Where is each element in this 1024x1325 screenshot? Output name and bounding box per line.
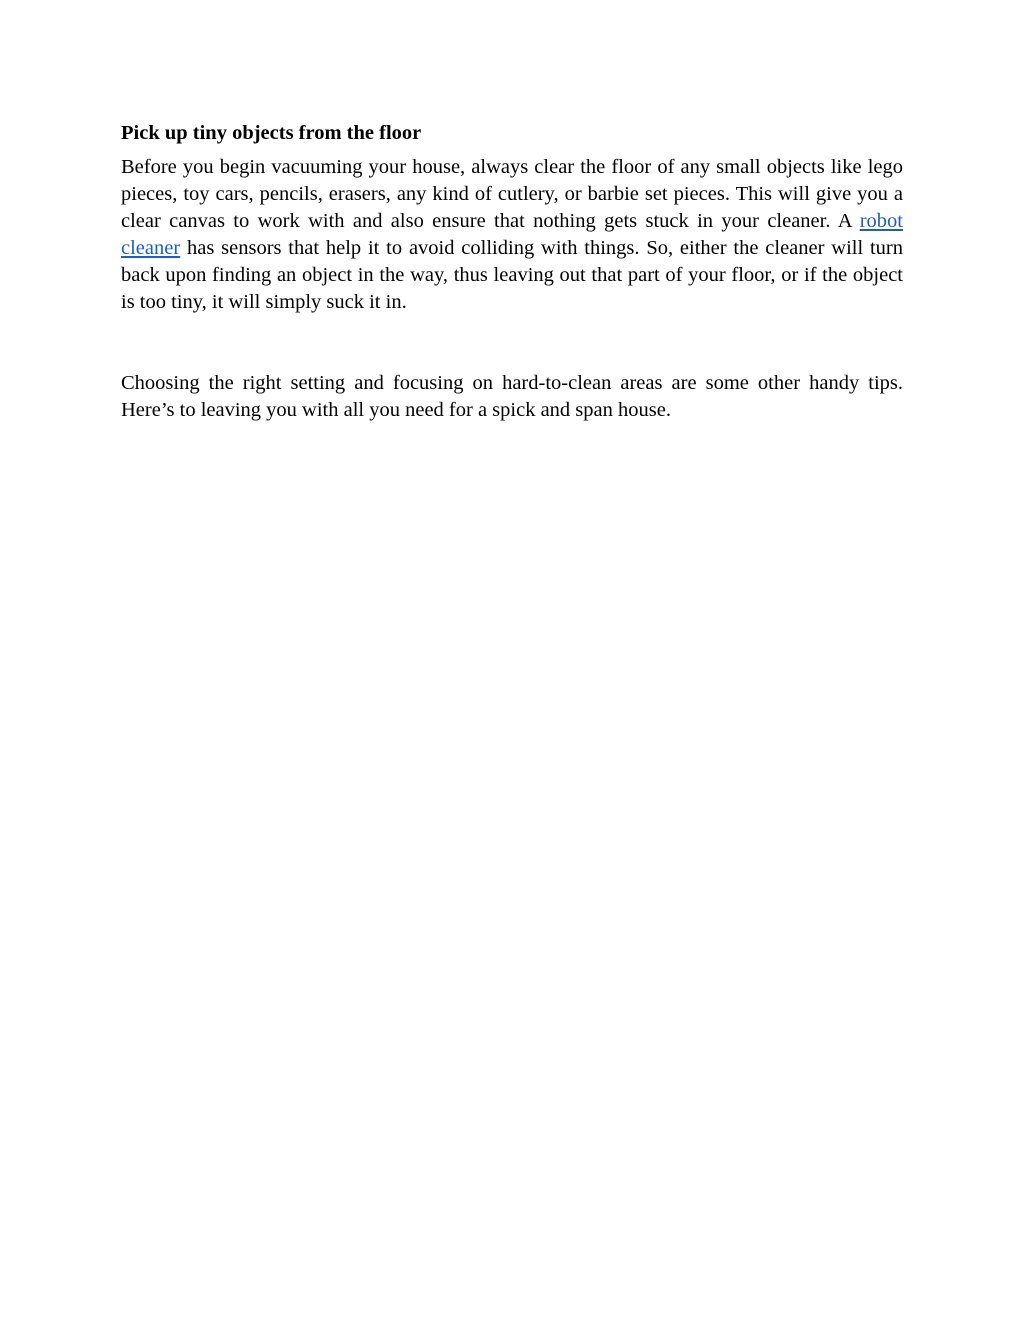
- document-content: [121, 118, 903, 424]
- paragraph-vacuum-tips: [121, 154, 903, 316]
- robot-cleaner-link[interactable]: robot cleaner: [121, 210, 903, 259]
- section-heading: Pick up tiny objects from the floor: [121, 122, 422, 144]
- paragraph-text-after-link: has sensors that help it to avoid colliding with things. So, either the cleaner will turn back upon finding an object in the way, thus leaving out that part of your floor, or if the object is too tiny, it will simply suck it in.: [121, 237, 903, 313]
- paragraph-closing: Choosing the right setting and focusing on hard-to-clean areas are some other handy tips. Here’s to leaving you with all you need for a spick and span house.: [121, 372, 903, 421]
- paragraph-text-before-link: Before you begin vacuuming your house, always clear the floor of any small objects like lego pieces, toy cars, pencils, erasers, any kind of cutlery, or barbie set pieces. This will give you a clear canvas to work with and also ensure that nothing gets stuck in your cleaner. A: [121, 156, 903, 232]
